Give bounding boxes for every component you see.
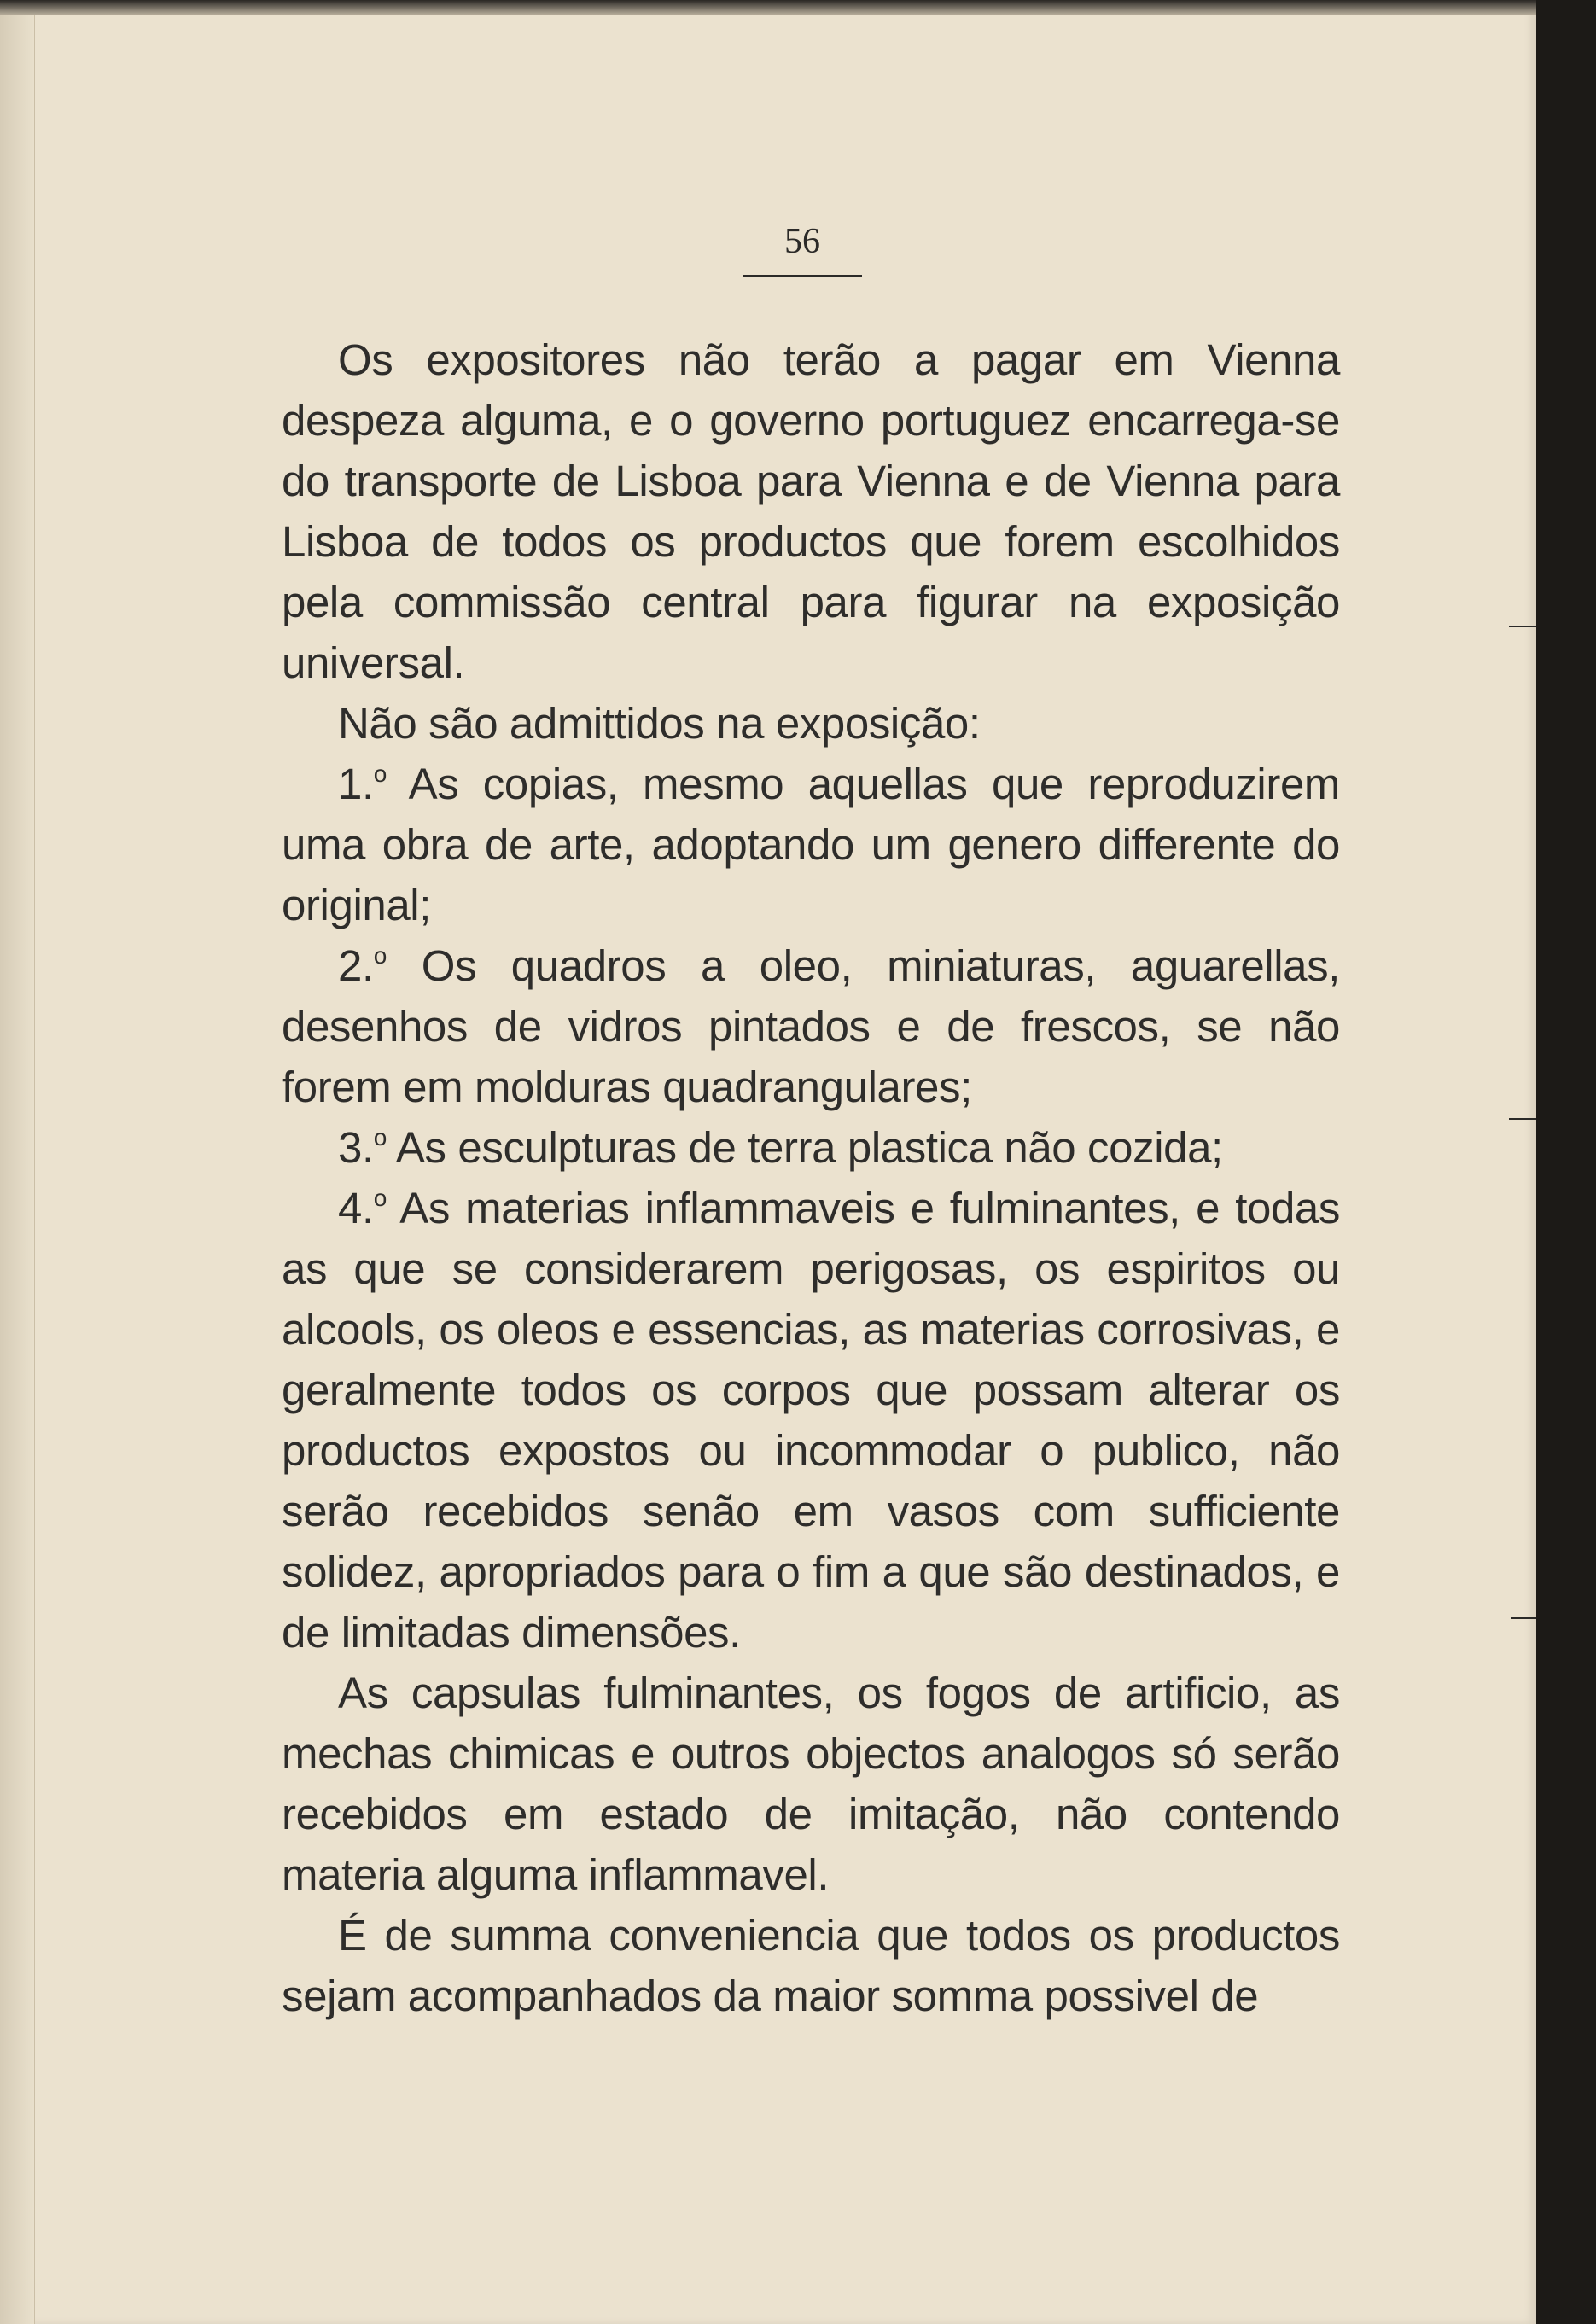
- list-item: [282, 754, 1340, 935]
- header-rule: [743, 275, 862, 277]
- ordinal-mark: o: [373, 760, 387, 787]
- page-top-edge: [0, 0, 1596, 15]
- item-number: 4.: [338, 1184, 374, 1232]
- paragraph: Os expositores não terão a pagar em Vienna despeza alguma, e o governo portuguez encarrega-se do transporte de Lisboa para Vienna e de Vienna para Lisboa de todos os productos que forem escolhidos pela commissão central para figurar na exposição universal.: [282, 335, 1340, 687]
- body-text: [282, 329, 1340, 2026]
- ordinal-mark: o: [373, 1124, 387, 1150]
- paragraph: É de summa conveniencia que todos os productos sejam acompanhados da maior somma possivel de: [282, 1911, 1340, 2020]
- list-item: [282, 1117, 1340, 1178]
- list-item: [282, 1178, 1340, 1663]
- ordinal-mark: o: [373, 942, 387, 969]
- page-gutter: [0, 0, 35, 2324]
- item-text: As esculpturas de terra plastica não cozida;: [395, 1123, 1223, 1172]
- margin-mark: [1509, 626, 1536, 627]
- item-number: 3.: [338, 1123, 374, 1172]
- item-text: As copias, mesmo aquellas que reproduzirem uma obra de arte, adoptando um genero differente do original;: [282, 760, 1340, 929]
- page-number: 56: [784, 222, 820, 261]
- page-header: [743, 224, 862, 277]
- list-item: [282, 935, 1340, 1117]
- margin-mark: [1511, 1617, 1536, 1619]
- margin-mark: [1509, 1118, 1536, 1120]
- item-text: As materias inflammaveis e fulminantes, e todas as que se considerarem perigosas, os espiritos ou alcools, os oleos e essencias, as materias corrosivas, e geralmente todos os corpos que possam alterar os productos expostos ou incommodar o publico, não serão recebidos senão em vasos com sufficiente solidez, apropriados para o fim a que são destinados, e de limitadas dimensões.: [282, 1184, 1340, 1657]
- paragraph: Não são admittidos na exposição:: [338, 699, 981, 748]
- paragraph: As capsulas fulminantes, os fogos de artificio, as mechas chimicas e outros objectos analogos só serão recebidos em estado de imitação, não contendo materia alguma inflammavel.: [282, 1669, 1340, 1899]
- item-number: 2.: [338, 941, 374, 990]
- item-text: Os quadros a oleo, miniaturas, aguarellas, desenhos de vidros pintados e de frescos, se não forem em molduras quadrangulares;: [282, 941, 1340, 1111]
- item-number: 1.: [338, 760, 374, 808]
- ordinal-mark: o: [373, 1185, 387, 1211]
- scan-background: [1536, 0, 1596, 2324]
